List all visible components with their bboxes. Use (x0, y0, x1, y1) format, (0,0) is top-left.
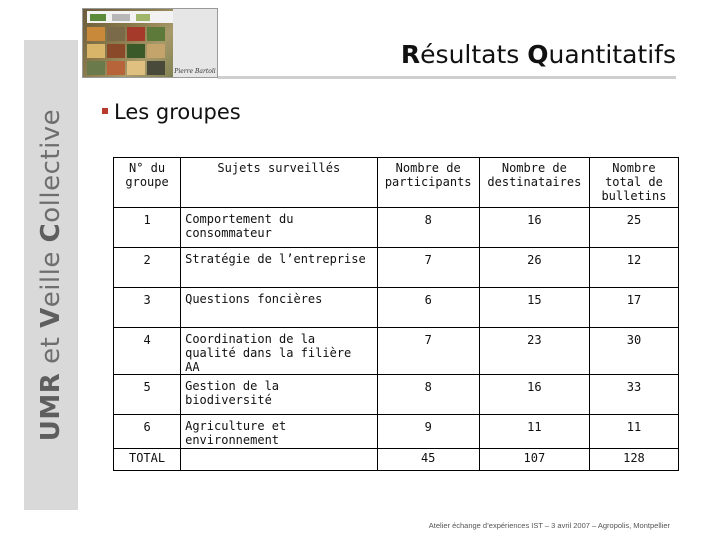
cell-participants: 8 (377, 208, 479, 248)
total-label: TOTAL (114, 449, 181, 471)
cell-recipients: 16 (479, 375, 589, 415)
total-bulletins: 128 (589, 449, 678, 471)
table-row (114, 208, 679, 248)
section-bullet-label: Les groupes (114, 100, 241, 124)
cell-group: 4 (114, 328, 181, 375)
cell-subject: Questions foncières (181, 288, 377, 328)
groups-table (113, 157, 679, 471)
header-bulletins: Nombre total de bulletins (589, 158, 678, 208)
cell-bulletins: 25 (589, 208, 678, 248)
cell-bulletins: 30 (589, 328, 678, 375)
page-title: Résultats Quantitatifs (400, 40, 676, 69)
cell-subject: Stratégie de l’entreprise (181, 248, 377, 288)
header-subject: Sujets surveillés (181, 158, 377, 208)
cell-group: 5 (114, 375, 181, 415)
total-empty-cell (181, 449, 377, 471)
cell-subject: Gestion de la biodiversité (181, 375, 377, 415)
header-group: N° du groupe (114, 158, 181, 208)
cell-participants: 9 (377, 415, 479, 449)
cell-group: 1 (114, 208, 181, 248)
cell-participants: 6 (377, 288, 479, 328)
cell-bulletins: 33 (589, 375, 678, 415)
header-participants: Nombre de participants (377, 158, 479, 208)
header-recipients: Nombre de destinataires (479, 158, 589, 208)
cell-recipients: 16 (479, 208, 589, 248)
header-rule (218, 76, 676, 79)
cell-recipients: 26 (479, 248, 589, 288)
table-row (114, 328, 679, 375)
table-header-row (114, 158, 679, 208)
sidebar-title: UMR et Veille Collective (36, 108, 66, 442)
table-row (114, 415, 679, 449)
total-participants: 45 (377, 449, 479, 471)
cell-subject: Coordination de la qualité dans la filière AA (181, 328, 377, 375)
cell-subject: Agriculture et environnement (181, 415, 377, 449)
cell-group: 2 (114, 248, 181, 288)
total-row (114, 449, 679, 471)
bullet-icon (102, 108, 108, 114)
cell-participants: 7 (377, 328, 479, 375)
total-recipients: 107 (479, 449, 589, 471)
documentation-center-logo: Pierre Bartoli (173, 9, 217, 77)
cell-participants: 7 (377, 248, 479, 288)
cell-group: 6 (114, 415, 181, 449)
section-bullet (102, 100, 241, 124)
cell-recipients: 23 (479, 328, 589, 375)
cell-recipients: 11 (479, 415, 589, 449)
table-row (114, 248, 679, 288)
cell-bulletins: 11 (589, 415, 678, 449)
table-row (114, 375, 679, 415)
cell-group: 3 (114, 288, 181, 328)
table-row (114, 288, 679, 328)
cell-participants: 8 (377, 375, 479, 415)
header-logo-collage (82, 8, 218, 78)
footer-caption: Atelier échange d’expériences IST – 3 avril 2007 – Agropolis, Montpellier (428, 521, 670, 530)
cell-bulletins: 17 (589, 288, 678, 328)
cell-subject: Comportement du consommateur (181, 208, 377, 248)
cell-bulletins: 12 (589, 248, 678, 288)
cell-recipients: 15 (479, 288, 589, 328)
